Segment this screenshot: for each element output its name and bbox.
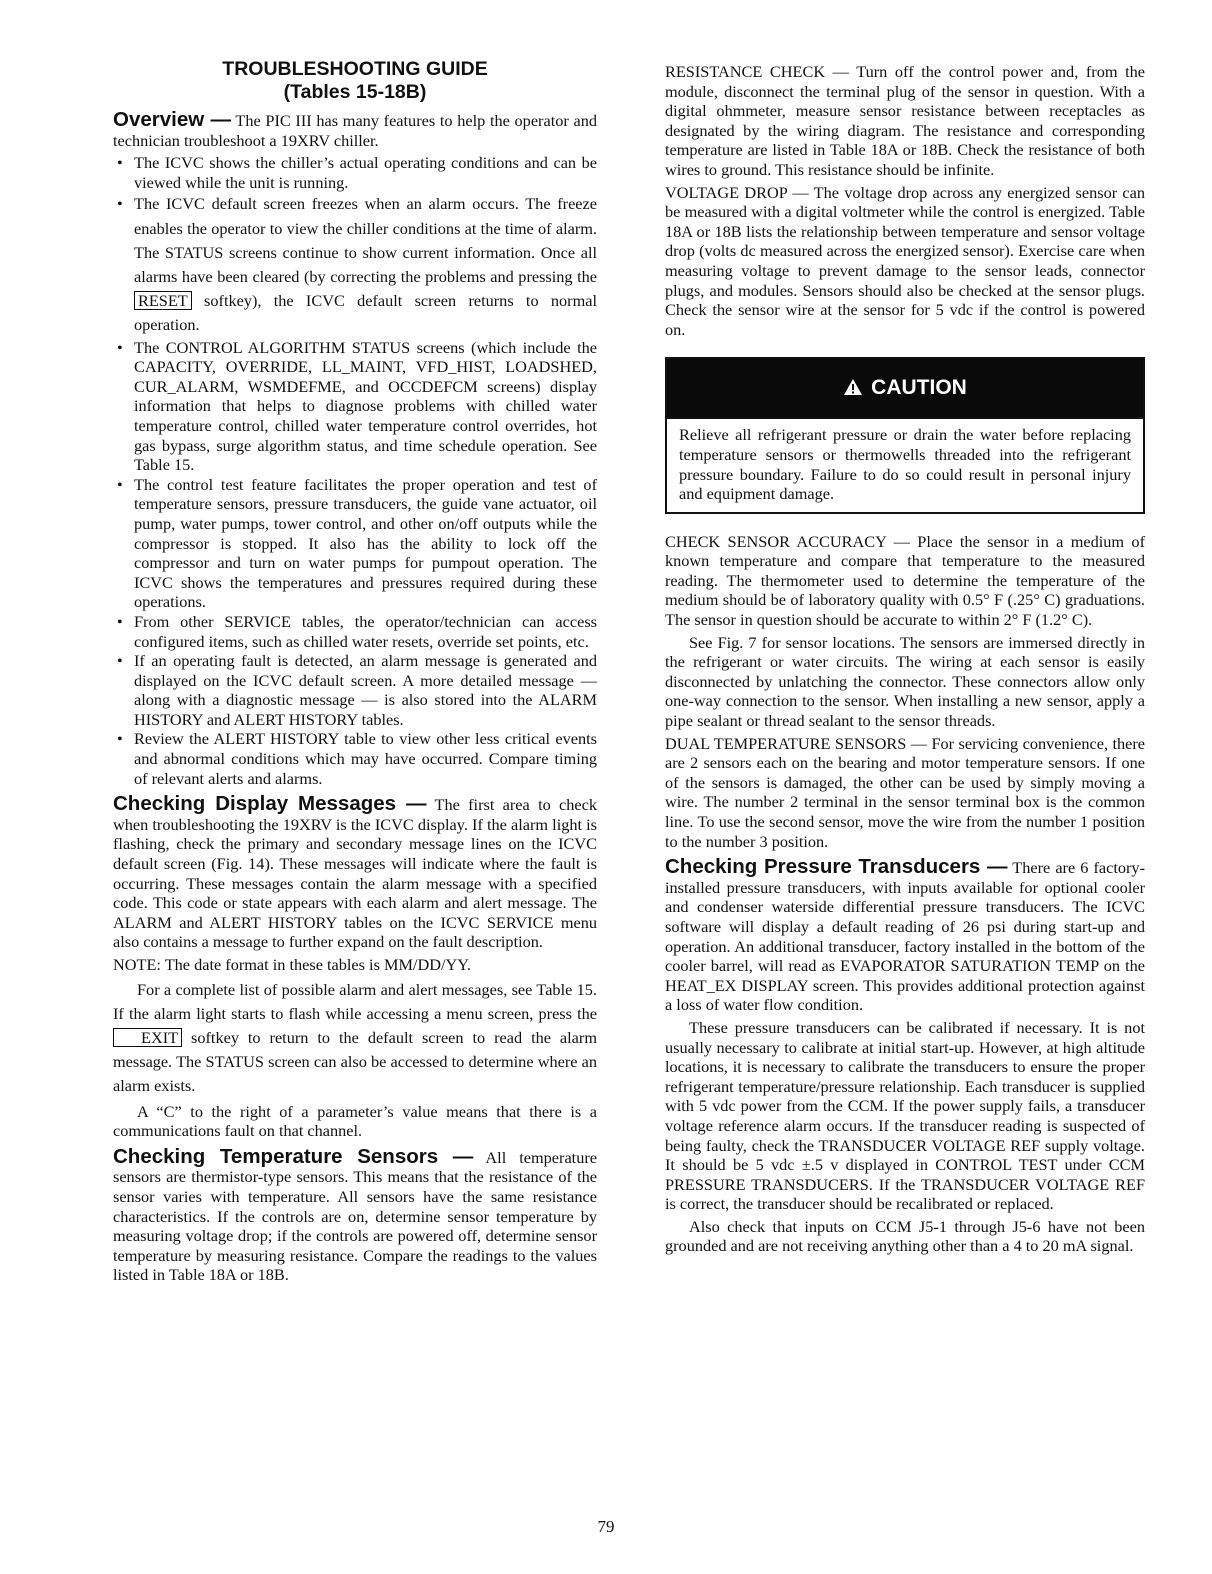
bullet-2-text-pre: The ICVC default screen freezes when an alarm occurs. The freeze enables the operator to view the chiller conditions at the time of alarm. The STATUS screens continue to show current information. Once all alarms have been cleared (by correcting the problems and pressing the (134, 194, 597, 286)
overview-bullet-6: • If an operating fault is detected, an alarm message is generated and displayed on the ICVC default screen. A more detailed message — along with a diagnostic message — is also stored into the ALARM HISTORY and ALERT HISTORY tables. (113, 651, 597, 729)
overview-bullet-list (113, 153, 597, 788)
caution-label: CAUTION (871, 376, 967, 400)
overview-bullet-4: • The control test feature facilitates the proper operation and test of temperature sensors, pressure transducers, the guide vane actuator, oil pump, water pumps, tower control, and other on/off outputs while the compressor is stopped. It also has the ability to lock off the compressor and turn on water pumps for pumpout operation. The ICVC shows the temperatures and pressures required during these operations. (113, 475, 597, 612)
overview-heading: Overview — (113, 108, 231, 131)
right-column (665, 62, 1145, 1259)
temp-sensors-heading: Checking Temperature Sensors — (113, 1144, 474, 1168)
display-messages-heading: Checking Display Messages — (113, 792, 427, 816)
overview-bullet-1: • The ICVC shows the chiller’s actual operating conditions and can be viewed while the unit is running. (113, 153, 597, 192)
overview-intro-text: The PIC III has many features to help the operator and technician troubleshoot a 19XRV chiller. (113, 111, 597, 150)
voltage-drop-paragraph: VOLTAGE DROP — The voltage drop across any energized sensor can be measured with a digital voltmeter while the control is energized. Table 18A or 18B lists the relationship between temperature and sensor voltage drop (volts dc measured across the energized sensor). Exercise care when measuring voltage to prevent damage to the sensor leads, connector plugs, and modules. Sensors should also be checked at the sensor plugs. Check the sensor wire at the sensor for 5 vdc if the control is powered on. (665, 182, 1145, 339)
overview-bullet-7: • Review the ALERT HISTORY table to view other less critical events and abnormal conditions which may have occurred. Compare timing of relevant alerts and alarms. (113, 729, 597, 788)
temp-sensors-text: All temperature sensors are thermistor-type sensors. This means that the resistance of the sensor varies with temperature. All sensors have the same resistance characteristics. If the controls are on, determine sensor temperature by measuring voltage drop; if the controls are powered off, determine sensor temperature by measuring resistance. Compare the readings to the values listed in Table 18A or 18B. (113, 1147, 597, 1285)
caution-header (667, 359, 1143, 417)
caution-text: Relieve all refrigerant pressure or drain the water before replacing temperature sensors or thermowells threaded into the refrigerant pressure boundary. Failure to do so could result in personal injury and equipment damage. (667, 417, 1143, 511)
bullet-2-text-post: softkey), the ICVC default screen returns to normal operation. (134, 291, 597, 335)
caution-box (665, 357, 1145, 513)
transducer-calibration-paragraph: These pressure transducers can be calibrated if necessary. It is not usually necessary to calibrate at initial start-up. However, at high altitude locations, it is necessary to calibrate the transducers to ensure the proper refrigerant temperature/pressure relationship. Each transducer is supplied with 5 vdc power from the CCM. If the power supply fails, a transducer voltage reference alarm occurs. If the transducer reading is suspected of being faulty, check the TRANSDUCER VOLTAGE REF supply voltage. It should be 5 vdc ±.5 v displayed in CONTROL TEST under CCM PRESSURE TRANSDUCERS. If the TRANSDUCER VOLTAGE REF is correct, the transducer should be recalibrated or replaced. (665, 1017, 1145, 1214)
overview-bullet-2 (113, 192, 597, 337)
resistance-check-paragraph: RESISTANCE CHECK — Turn off the control power and, from the module, disconnect the terminal plug of the sensor in question. With a digital ohmmeter, measure sensor resistance between receptacles as designated by the wiring diagram. The resistance and corresponding temperature are listed in Table 18A or 18B. Check the resistance of both wires to ground. This resistance should be infinite. (665, 62, 1145, 179)
display-messages-paragraph (113, 794, 597, 952)
alarm-messages-paragraph (113, 978, 597, 1099)
date-format-note: NOTE: The date format in these tables is MM/DD/YY. (113, 955, 471, 974)
dual-sensors-paragraph: DUAL TEMPERATURE SENSORS — For servicing convenience, there are 2 sensors each on the bearing and motor temperature sensors. If one of the sensors is damaged, the other can be used by simply moving a wire. The number 2 terminal in the sensor terminal box is the common line. To use the second sensor, move the wire from the number 1 position to the number 3 position. (665, 733, 1145, 851)
page-title (113, 58, 597, 104)
overview-bullet-5: • From other SERVICE tables, the operator/technician can access configured items, such as chilled water resets, override set points, etc. (113, 612, 597, 651)
title-line-2: (Tables 15-18B) (283, 81, 427, 103)
exit-softkey: EXIT (113, 1028, 182, 1047)
alarm-messages-text-pre: For a complete list of possible alarm and alert messages, see Table 15. If the alarm light starts to flash while accessing a menu screen, press the (113, 979, 597, 1023)
reset-softkey: RESET (134, 291, 192, 310)
pressure-transducers-text: There are 6 factory-installed pressure transducers, with inputs available for optional cooler and condenser waterside differential pressure transducers. The ICVC software will display a default reading of 26 psi during start-up and operation. An additional transducer, factory installed in the bottom of the cooler barrel, will read as EVAPORATOR SATURATION TEMP on the HEAT_EX DISPLAY screen. This provides additional protection against a loss of water flow condition. (665, 858, 1145, 1015)
page-number: 79 (597, 1517, 615, 1536)
alarm-messages-text-post: softkey to return to the default screen to read the alarm message. The STATUS screen can also be accessed to determine where an alarm exists. (113, 1028, 597, 1096)
ccm-inputs-paragraph: Also check that inputs on CCM J5-1 through J5-6 have not been grounded and are not receiving anything other than a 4 to 20 mA signal. (665, 1216, 1145, 1256)
title-line-1: TROUBLESHOOTING GUIDE (222, 58, 488, 80)
sensor-locations-paragraph: See Fig. 7 for sensor locations. The sensors are immersed directly in the refrigerant or water circuits. The wiring at each sensor is easily disconnected by unlatching the connector. These connectors allow only one-way connection to the sensor. When installing a new sensor, apply a pipe sealant or thread sealant to the sensor threads. (665, 632, 1145, 731)
sensor-accuracy-paragraph: CHECK SENSOR ACCURACY — Place the sensor in a medium of known temperature and compare that temperature to the measured reading. The thermometer used to determine the temperature of the medium should be of laboratory quality with 0.5° F (.25° C) graduations. The sensor in question should be accurate to within 2° F (1.2° C). (665, 531, 1145, 630)
pressure-transducers-heading: Checking Pressure Transducers — (665, 855, 1008, 879)
warning-triangle-icon (843, 378, 863, 396)
communications-fault-paragraph: A “C” to the right of a parameter’s value means that there is a communications fault on that channel. (113, 1101, 597, 1141)
display-messages-text: The first area to check when troubleshooting the 19XRV is the ICVC display. If the alarm light is flashing, check the primary and secondary message lines on the ICVC default screen (Fig. 14). These messages will indicate where the fault is occurring. These messages contain the alarm message with a specified code. This code or state appears with each alarm and alert message. The ALARM and ALERT HISTORY tables on the ICVC SERVICE menu also contains a message to further expand on the fault description. (113, 795, 597, 952)
overview-bullet-3: • The CONTROL ALGORITHM STATUS screens (which include the CAPACITY, OVERRIDE, LL_MAINT, VFD_HIST, LOADSHED, CUR_ALARM, WSMDEFME, and OCCDEFCM screens) display information that helps to diagnose problems with chilled water temperature control, chilled water temperature control overrides, hot gas bypass, surge algorithm status, and time schedule operation. See Table 15. (113, 338, 597, 475)
temp-sensors-paragraph (113, 1144, 597, 1285)
left-column (113, 58, 597, 1288)
pressure-transducers-paragraph (665, 857, 1145, 1015)
overview-intro (113, 110, 597, 150)
